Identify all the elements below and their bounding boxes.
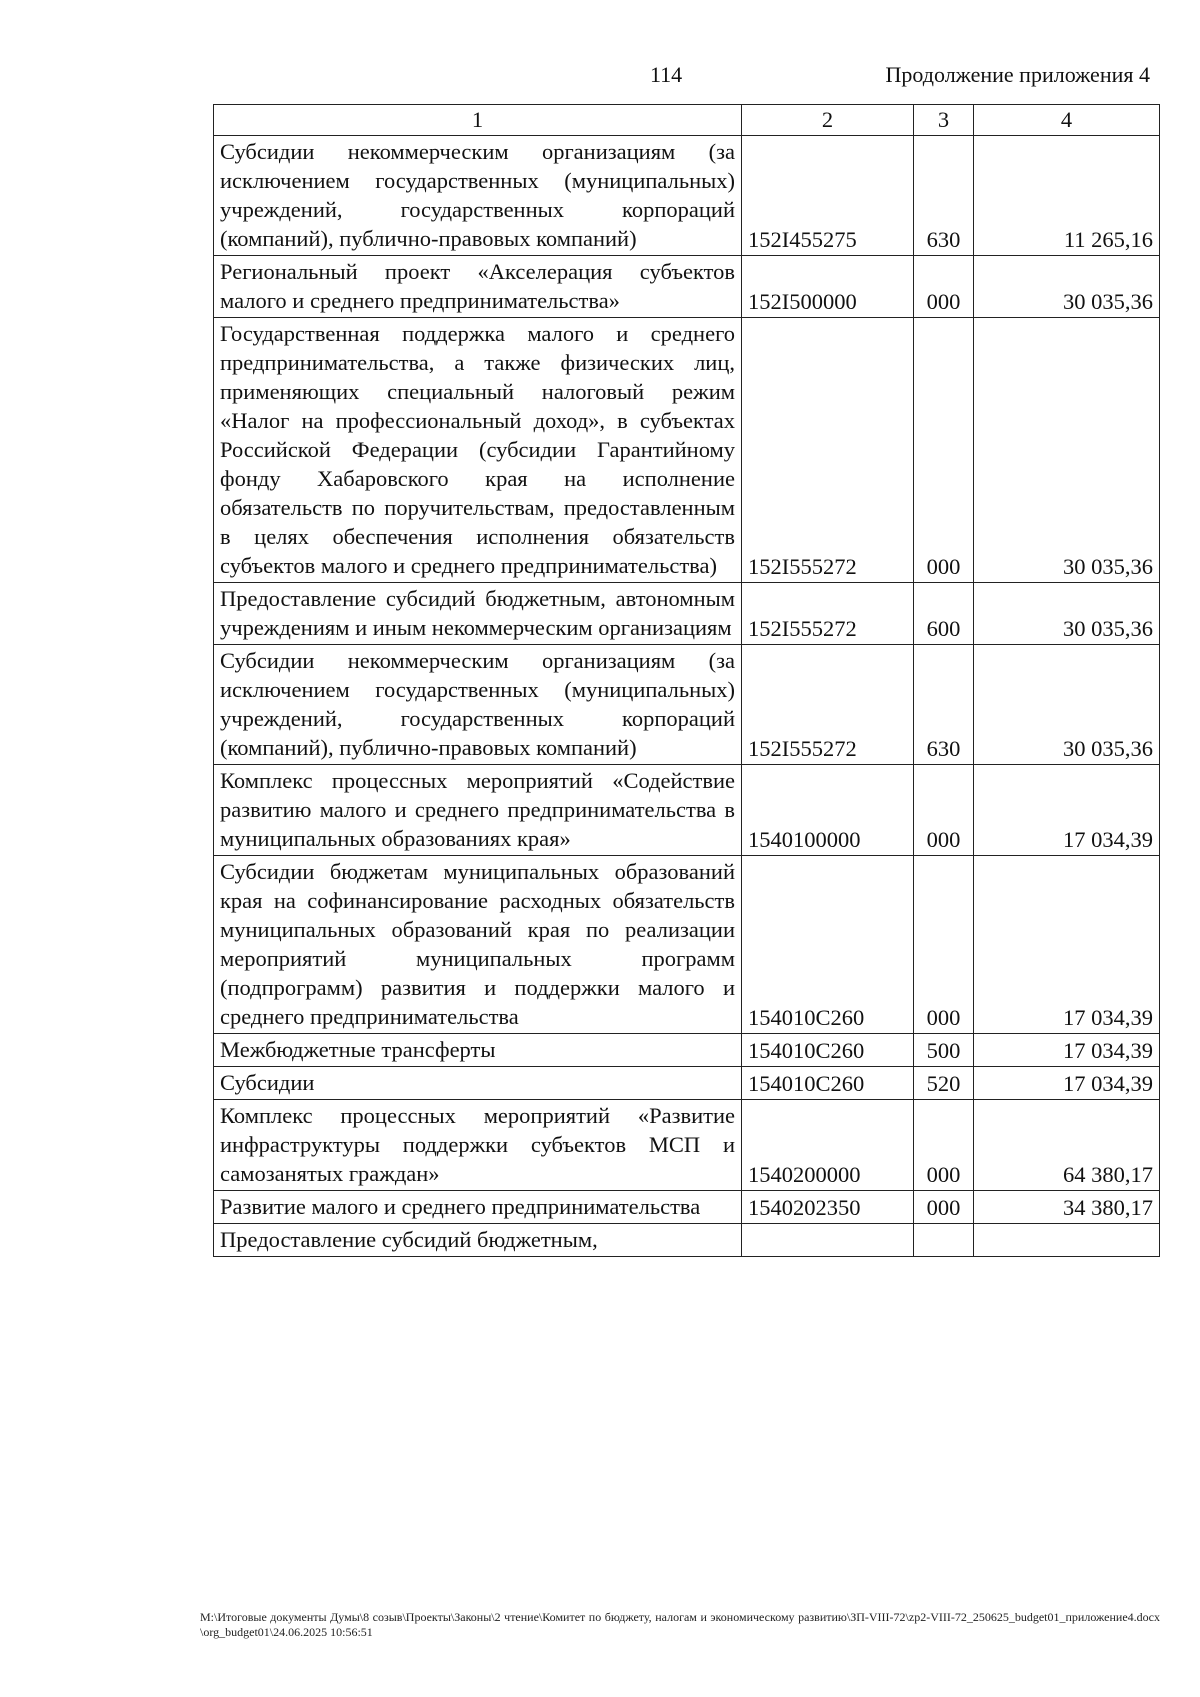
row-amount [974, 1224, 1160, 1257]
table-row [214, 136, 1160, 256]
row-amount: 30 035,36 [974, 318, 1160, 583]
row-kvr: 000 [914, 1191, 974, 1224]
row-kvr: 630 [914, 645, 974, 765]
row-name: Развитие малого и среднего предпринимательства [214, 1191, 742, 1224]
table-row [214, 1100, 1160, 1191]
budget-table [213, 104, 1160, 1257]
row-kvr: 000 [914, 856, 974, 1034]
table-row [214, 583, 1160, 645]
row-name: Межбюджетные трансферты [214, 1034, 742, 1067]
table-row [214, 1034, 1160, 1067]
table-row [214, 645, 1160, 765]
row-code: 152I555272 [742, 583, 914, 645]
row-code [742, 1224, 914, 1257]
table-header-row [214, 105, 1160, 136]
file-path-footer: M:\Итоговые документы Думы\8 созыв\Проекты\Законы\2 чтение\Комитет по бюджету, налогам и экономическому развитию\ЗП-VIII-72\zp2-VIII-72_250625_budget01_приложение4.docx\org_budget01\24.06.2025 10:56:51 [200, 1610, 1160, 1639]
table-row [214, 765, 1160, 856]
row-amount: 34 380,17 [974, 1191, 1160, 1224]
row-name: Предоставление субсидий бюджетным, [214, 1224, 742, 1257]
row-amount: 11 265,16 [974, 136, 1160, 256]
row-code: 1540200000 [742, 1100, 914, 1191]
row-code: 152I500000 [742, 256, 914, 318]
row-code: 152I555272 [742, 318, 914, 583]
column-header-1: 1 [214, 105, 742, 136]
table-row [214, 256, 1160, 318]
row-name: Комплекс процессных мероприятий «Развитие инфраструктуры поддержки субъектов МСП и самозанятых граждан» [214, 1100, 742, 1191]
row-code: 1540100000 [742, 765, 914, 856]
row-kvr: 000 [914, 256, 974, 318]
row-name: Комплекс процессных мероприятий «Содействие развитию малого и среднего предпринимательства в муниципальных образованиях края» [214, 765, 742, 856]
row-name: Субсидии бюджетам муниципальных образований края на софинансирование расходных обязательств муниципальных образований края по реализации мероприятий муниципальных программ (подпрограмм) развития и поддержки малого и среднего предпринимательства [214, 856, 742, 1034]
row-name: Предоставление субсидий бюджетным, автономным учреждениям и иным некоммерческим организациям [214, 583, 742, 645]
column-header-3: 3 [914, 105, 974, 136]
row-name: Региональный проект «Акселерация субъектов малого и среднего предпринимательства» [214, 256, 742, 318]
continuation-label: Продолжение приложения 4 [885, 62, 1150, 87]
row-amount: 17 034,39 [974, 1067, 1160, 1100]
row-amount: 64 380,17 [974, 1100, 1160, 1191]
row-kvr: 500 [914, 1034, 974, 1067]
row-amount: 17 034,39 [974, 765, 1160, 856]
row-kvr: 600 [914, 583, 974, 645]
row-name: Субсидии некоммерческим организациям (за исключением государственных (муниципальных) учреждений, государственных корпораций (компаний), публично-правовых компаний) [214, 136, 742, 256]
table-row [214, 1224, 1160, 1257]
row-code: 154010С260 [742, 1034, 914, 1067]
row-name: Субсидии некоммерческим организациям (за исключением государственных (муниципальных) учреждений, государственных корпораций (компаний), публично-правовых компаний) [214, 645, 742, 765]
row-code: 1540202350 [742, 1191, 914, 1224]
row-amount: 30 035,36 [974, 583, 1160, 645]
row-kvr: 000 [914, 765, 974, 856]
table-row [214, 1067, 1160, 1100]
row-kvr: 000 [914, 318, 974, 583]
row-amount: 17 034,39 [974, 856, 1160, 1034]
column-header-4: 4 [974, 105, 1160, 136]
row-kvr: 630 [914, 136, 974, 256]
row-code: 152I555272 [742, 645, 914, 765]
table-row [214, 318, 1160, 583]
row-kvr: 520 [914, 1067, 974, 1100]
row-kvr [914, 1224, 974, 1257]
row-kvr: 000 [914, 1100, 974, 1191]
table-row [214, 1191, 1160, 1224]
row-name: Субсидии [214, 1067, 742, 1100]
row-code: 152I455275 [742, 136, 914, 256]
page-number: 114 [650, 62, 683, 87]
row-name: Государственная поддержка малого и среднего предпринимательства, а также физических лиц, применяющих специальный налоговый режим «Налог на профессиональный доход», в субъектах Российской Федерации (субсидии Гарантийному фонду Хабаровского края на исполнение обязательств по поручительствам, предоставленным в целях обеспечения исполнения обязательств субъектов малого и среднего предпринимательства) [214, 318, 742, 583]
row-code: 154010С260 [742, 856, 914, 1034]
column-header-2: 2 [742, 105, 914, 136]
row-code: 154010С260 [742, 1067, 914, 1100]
row-amount: 30 035,36 [974, 256, 1160, 318]
table-row [214, 856, 1160, 1034]
row-amount: 17 034,39 [974, 1034, 1160, 1067]
row-amount: 30 035,36 [974, 645, 1160, 765]
